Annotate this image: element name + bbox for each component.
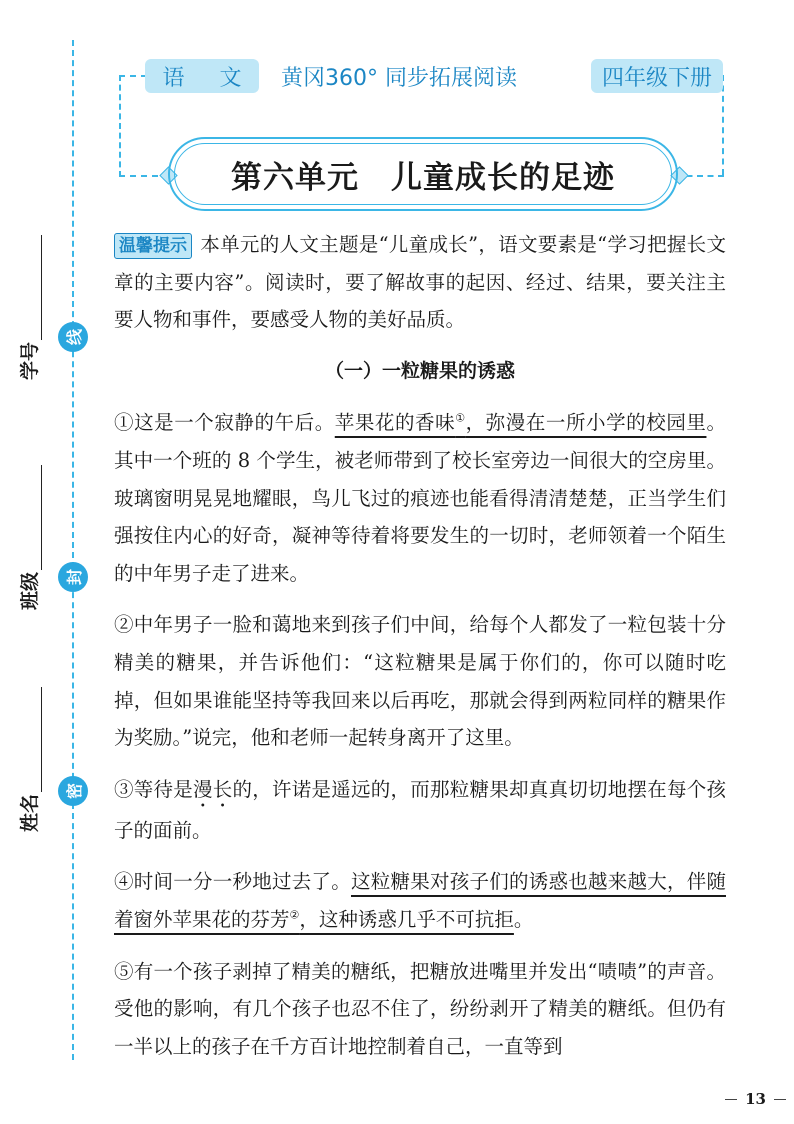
subject-pill: 语 文 — [145, 59, 259, 93]
p1-start: ①这是一个寂静的午后。 — [114, 411, 335, 435]
field-blank — [23, 464, 42, 569]
seal-mark-line: 线 — [58, 322, 88, 352]
p1-underlined: 苹果花的香味 — [334, 411, 456, 435]
grade-pill: 四年级下册 — [591, 59, 723, 93]
student-id-field[interactable] — [8, 232, 48, 382]
banner-frame-left — [119, 75, 147, 177]
seal-mark-seal: 封 — [58, 562, 88, 592]
tip-paragraph — [114, 226, 726, 339]
paragraph-5: ⑤有一个孩子剥掉了精美的糖纸，把糖放进嘴里并发出“啧啧”的声音。受他的影响，有几个孩子也忍不住了，纷纷剥开了精美的糖纸。但仍有一半以上的孩子在千方百计地控制着自己，一直等到 — [114, 959, 726, 1058]
field-label-class: 班级 — [18, 571, 41, 610]
unit-title-box — [168, 137, 678, 211]
class-field[interactable] — [8, 462, 48, 612]
seal-mark-secret: 密 — [58, 776, 88, 806]
page-rule — [725, 1099, 737, 1100]
page-rule — [774, 1099, 786, 1100]
series-title: 黄冈360° 同步拓展阅读 — [281, 65, 517, 91]
p4-start: ④时间一分一秒地过去了。 — [114, 870, 351, 894]
paragraph-4 — [114, 863, 726, 938]
p3-rest: 的，许诺是遥远的，而那粒糖果却真真切切地摆在每个孩子的面前。 — [114, 777, 726, 842]
unit-title: 第六单元 儿童成长的足迹 — [231, 159, 615, 196]
page-number — [717, 1090, 794, 1108]
footnote-1: ① — [455, 411, 466, 425]
tip-label: 温馨提示 — [114, 233, 192, 259]
p4-underlined-2: ，这种诱惑几乎不可抗拒 — [299, 907, 514, 931]
p1-rest: 。其中一个班的 8 个学生，被老师带到了校长室旁边一间很大的空房里。玻璃窗明晃晃地耀眼，鸟儿飞过的痕迹也能看得清清楚楚，正当学生们强按住内心的好奇，凝神等待着将要发生的一切时，老师领着一个陌生的中年男子走了进来。 — [114, 411, 726, 585]
paragraph-3 — [114, 771, 726, 850]
header-banner — [145, 58, 723, 94]
footnote-2: ② — [289, 908, 300, 922]
binding-dashed-line — [72, 40, 74, 1060]
field-label-name: 姓名 — [18, 793, 41, 832]
p3-start: ③等待是 — [114, 777, 193, 801]
paragraph-2: ②中年男子一脸和蔼地来到孩子们中间，给每个人都发了一粒包装十分精美的糖果，并告诉他们：“这粒糖果是属于你们的，你可以随时吃掉，但如果谁能坚持等我回来以后再吃，那就会得到两粒同样的糖果作为奖励。”说完，他和老师一起转身离开了这里。 — [114, 613, 726, 750]
p4-rest: 。 — [513, 907, 534, 931]
field-blank — [23, 234, 42, 339]
p3-dotted: 漫长 — [193, 777, 233, 801]
field-label-id: 学号 — [18, 341, 41, 380]
tip-text: 本单元的人文主题是“儿童成长”，语文要素是“学习把握长文章的主要内容”。阅读时，要了解故事的起因、经过、结果，要关注主要人物和事件，要感受人物的美好品质。 — [114, 233, 726, 332]
paragraph-1 — [114, 404, 726, 592]
p1-underlined-2: ，弥漫在一所小学的校园里 — [465, 411, 707, 435]
p1-underline-a — [335, 411, 707, 434]
field-blank — [23, 686, 42, 791]
name-field[interactable] — [8, 684, 48, 834]
page-number-text: 13 — [745, 1090, 766, 1108]
p4-underlined: 这粒糖果对孩子们的诱惑也越来越大，伴随着窗外苹果花的芬芳 — [114, 870, 726, 931]
section-title: （一）一粒糖果的诱惑 — [324, 359, 515, 382]
reading-content — [114, 226, 726, 1065]
